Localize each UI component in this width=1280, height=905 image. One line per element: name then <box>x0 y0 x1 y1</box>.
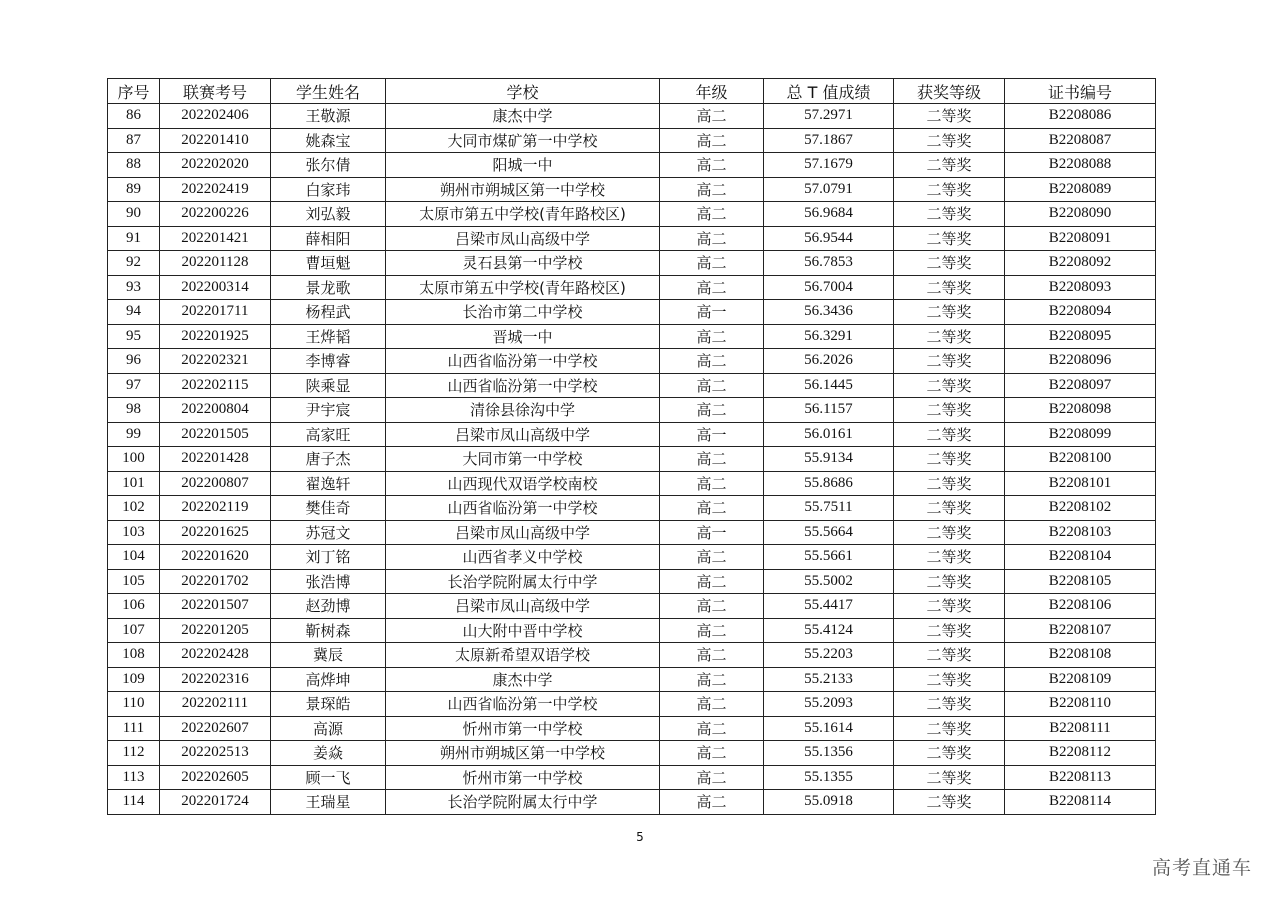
cell-student-name: 景龙歌 <box>271 275 386 300</box>
cell-grade: 高二 <box>660 324 764 349</box>
cell-award: 二等奖 <box>894 716 1005 741</box>
cell-exam-id: 202200226 <box>160 202 271 227</box>
cell-score: 55.8686 <box>764 471 894 496</box>
header-seq: 序号 <box>108 79 160 104</box>
cell-student-name: 翟逸轩 <box>271 471 386 496</box>
header-exam-id: 联赛考号 <box>160 79 271 104</box>
cell-school: 山西现代双语学校南校 <box>386 471 660 496</box>
cell-seq: 89 <box>108 177 160 202</box>
cell-exam-id: 202201925 <box>160 324 271 349</box>
cell-grade: 高二 <box>660 790 764 815</box>
cell-certificate: B2208111 <box>1005 716 1156 741</box>
cell-student-name: 刘弘毅 <box>271 202 386 227</box>
cell-grade: 高二 <box>660 128 764 153</box>
cell-seq: 114 <box>108 790 160 815</box>
cell-grade: 高二 <box>660 104 764 129</box>
cell-grade: 高二 <box>660 569 764 594</box>
cell-grade: 高二 <box>660 692 764 717</box>
table-row <box>108 520 1156 545</box>
table-row <box>108 349 1156 374</box>
cell-student-name: 靳树森 <box>271 618 386 643</box>
cell-award: 二等奖 <box>894 128 1005 153</box>
cell-seq: 92 <box>108 251 160 276</box>
cell-school: 山西省临汾第一中学校 <box>386 373 660 398</box>
header-grade: 年级 <box>660 79 764 104</box>
cell-exam-id: 202202115 <box>160 373 271 398</box>
cell-seq: 105 <box>108 569 160 594</box>
cell-score: 55.7511 <box>764 496 894 521</box>
cell-grade: 高二 <box>660 398 764 423</box>
cell-award: 二等奖 <box>894 202 1005 227</box>
cell-award: 二等奖 <box>894 104 1005 129</box>
cell-award: 二等奖 <box>894 496 1005 521</box>
cell-score: 55.1356 <box>764 741 894 766</box>
cell-school: 忻州市第一中学校 <box>386 716 660 741</box>
cell-grade: 高二 <box>660 349 764 374</box>
cell-school: 山西省临汾第一中学校 <box>386 349 660 374</box>
cell-certificate: B2208113 <box>1005 765 1156 790</box>
cell-grade: 高二 <box>660 716 764 741</box>
cell-certificate: B2208112 <box>1005 741 1156 766</box>
cell-exam-id: 202201421 <box>160 226 271 251</box>
cell-grade: 高二 <box>660 226 764 251</box>
cell-school: 长治学院附属太行中学 <box>386 790 660 815</box>
cell-certificate: B2208099 <box>1005 422 1156 447</box>
cell-score: 57.1867 <box>764 128 894 153</box>
cell-grade: 高二 <box>660 153 764 178</box>
cell-certificate: B2208107 <box>1005 618 1156 643</box>
cell-exam-id: 202202419 <box>160 177 271 202</box>
cell-grade: 高二 <box>660 471 764 496</box>
cell-exam-id: 202202428 <box>160 643 271 668</box>
cell-student-name: 王烨韬 <box>271 324 386 349</box>
cell-school: 吕梁市凤山高级中学 <box>386 520 660 545</box>
cell-award: 二等奖 <box>894 618 1005 643</box>
cell-student-name: 高家旺 <box>271 422 386 447</box>
cell-exam-id: 202201205 <box>160 618 271 643</box>
table-row <box>108 741 1156 766</box>
cell-certificate: B2208093 <box>1005 275 1156 300</box>
cell-seq: 91 <box>108 226 160 251</box>
header-total-t-score: 总 T 值成绩 <box>764 79 894 104</box>
cell-grade: 高二 <box>660 765 764 790</box>
cell-school: 太原市第五中学校(青年路校区) <box>386 202 660 227</box>
table-row <box>108 202 1156 227</box>
table-row <box>108 765 1156 790</box>
cell-certificate: B2208096 <box>1005 349 1156 374</box>
table-row <box>108 692 1156 717</box>
cell-exam-id: 202202119 <box>160 496 271 521</box>
cell-award: 二等奖 <box>894 790 1005 815</box>
cell-exam-id: 202201625 <box>160 520 271 545</box>
cell-grade: 高一 <box>660 300 764 325</box>
header-row <box>108 79 1156 104</box>
cell-exam-id: 202202111 <box>160 692 271 717</box>
cell-exam-id: 202202513 <box>160 741 271 766</box>
table-row <box>108 373 1156 398</box>
cell-exam-id: 202200314 <box>160 275 271 300</box>
cell-student-name: 刘丁铭 <box>271 545 386 570</box>
cell-score: 56.0161 <box>764 422 894 447</box>
header-student-name: 学生姓名 <box>271 79 386 104</box>
cell-award: 二等奖 <box>894 569 1005 594</box>
cell-award: 二等奖 <box>894 471 1005 496</box>
table-row <box>108 398 1156 423</box>
cell-award: 二等奖 <box>894 324 1005 349</box>
cell-certificate: B2208103 <box>1005 520 1156 545</box>
award-table <box>107 78 1156 815</box>
cell-exam-id: 202201128 <box>160 251 271 276</box>
table-row <box>108 618 1156 643</box>
header-award-level: 获奖等级 <box>894 79 1005 104</box>
cell-grade: 高二 <box>660 496 764 521</box>
cell-certificate: B2208094 <box>1005 300 1156 325</box>
cell-grade: 高二 <box>660 373 764 398</box>
cell-award: 二等奖 <box>894 398 1005 423</box>
cell-certificate: B2208108 <box>1005 643 1156 668</box>
cell-award: 二等奖 <box>894 177 1005 202</box>
table-row <box>108 324 1156 349</box>
cell-score: 55.5661 <box>764 545 894 570</box>
cell-exam-id: 202202607 <box>160 716 271 741</box>
cell-seq: 110 <box>108 692 160 717</box>
cell-grade: 高二 <box>660 447 764 472</box>
cell-school: 山大附中晋中学校 <box>386 618 660 643</box>
cell-grade: 高二 <box>660 202 764 227</box>
cell-school: 山西省临汾第一中学校 <box>386 496 660 521</box>
cell-student-name: 高源 <box>271 716 386 741</box>
cell-school: 朔州市朔城区第一中学校 <box>386 177 660 202</box>
cell-certificate: B2208095 <box>1005 324 1156 349</box>
table-row <box>108 104 1156 129</box>
cell-certificate: B2208109 <box>1005 667 1156 692</box>
cell-certificate: B2208100 <box>1005 447 1156 472</box>
cell-score: 55.2133 <box>764 667 894 692</box>
cell-school: 康杰中学 <box>386 104 660 129</box>
cell-score: 56.9684 <box>764 202 894 227</box>
cell-student-name: 杨程武 <box>271 300 386 325</box>
watermark: 高考直通车 <box>1151 857 1252 879</box>
cell-award: 二等奖 <box>894 226 1005 251</box>
cell-certificate: B2208087 <box>1005 128 1156 153</box>
cell-student-name: 王敬源 <box>271 104 386 129</box>
cell-exam-id: 202202605 <box>160 765 271 790</box>
cell-student-name: 王瑞星 <box>271 790 386 815</box>
cell-grade: 高二 <box>660 643 764 668</box>
cell-exam-id: 202200807 <box>160 471 271 496</box>
cell-award: 二等奖 <box>894 275 1005 300</box>
cell-exam-id: 202201428 <box>160 447 271 472</box>
cell-certificate: B2208090 <box>1005 202 1156 227</box>
cell-school: 阳城一中 <box>386 153 660 178</box>
cell-school: 灵石县第一中学校 <box>386 251 660 276</box>
cell-exam-id: 202200804 <box>160 398 271 423</box>
cell-certificate: B2208086 <box>1005 104 1156 129</box>
cell-score: 56.1445 <box>764 373 894 398</box>
cell-certificate: B2208101 <box>1005 471 1156 496</box>
cell-student-name: 尹宇宸 <box>271 398 386 423</box>
cell-school: 大同市煤矿第一中学校 <box>386 128 660 153</box>
table-row <box>108 300 1156 325</box>
cell-seq: 99 <box>108 422 160 447</box>
cell-grade: 高二 <box>660 251 764 276</box>
cell-score: 55.4417 <box>764 594 894 619</box>
table-row <box>108 667 1156 692</box>
cell-seq: 97 <box>108 373 160 398</box>
cell-score: 55.9134 <box>764 447 894 472</box>
cell-school: 太原市第五中学校(青年路校区) <box>386 275 660 300</box>
cell-exam-id: 202201702 <box>160 569 271 594</box>
cell-certificate: B2208110 <box>1005 692 1156 717</box>
table-row <box>108 128 1156 153</box>
cell-certificate: B2208091 <box>1005 226 1156 251</box>
table-row <box>108 177 1156 202</box>
cell-score: 55.1614 <box>764 716 894 741</box>
cell-seq: 93 <box>108 275 160 300</box>
cell-award: 二等奖 <box>894 300 1005 325</box>
cell-grade: 高二 <box>660 594 764 619</box>
cell-award: 二等奖 <box>894 251 1005 276</box>
cell-school: 康杰中学 <box>386 667 660 692</box>
cell-seq: 103 <box>108 520 160 545</box>
cell-award: 二等奖 <box>894 349 1005 374</box>
table-row <box>108 226 1156 251</box>
cell-award: 二等奖 <box>894 153 1005 178</box>
cell-student-name: 高烨坤 <box>271 667 386 692</box>
cell-seq: 111 <box>108 716 160 741</box>
cell-certificate: B2208104 <box>1005 545 1156 570</box>
table-row <box>108 153 1156 178</box>
cell-grade: 高二 <box>660 618 764 643</box>
cell-award: 二等奖 <box>894 373 1005 398</box>
cell-student-name: 景琛皓 <box>271 692 386 717</box>
cell-award: 二等奖 <box>894 520 1005 545</box>
cell-score: 55.2203 <box>764 643 894 668</box>
cell-school: 忻州市第一中学校 <box>386 765 660 790</box>
cell-grade: 高二 <box>660 545 764 570</box>
cell-certificate: B2208089 <box>1005 177 1156 202</box>
cell-student-name: 白家玮 <box>271 177 386 202</box>
cell-school: 太原新希望双语学校 <box>386 643 660 668</box>
cell-student-name: 陕乘显 <box>271 373 386 398</box>
cell-award: 二等奖 <box>894 765 1005 790</box>
table-row <box>108 251 1156 276</box>
cell-seq: 96 <box>108 349 160 374</box>
table-row <box>108 545 1156 570</box>
cell-school: 长治学院附属太行中学 <box>386 569 660 594</box>
cell-grade: 高一 <box>660 520 764 545</box>
cell-school: 山西省孝义中学校 <box>386 545 660 570</box>
cell-exam-id: 202201724 <box>160 790 271 815</box>
cell-score: 56.1157 <box>764 398 894 423</box>
cell-seq: 106 <box>108 594 160 619</box>
cell-certificate: B2208098 <box>1005 398 1156 423</box>
cell-exam-id: 202202406 <box>160 104 271 129</box>
cell-school: 长治市第二中学校 <box>386 300 660 325</box>
cell-student-name: 张尔倩 <box>271 153 386 178</box>
table-row <box>108 471 1156 496</box>
cell-score: 56.3436 <box>764 300 894 325</box>
table-row <box>108 275 1156 300</box>
cell-score: 56.3291 <box>764 324 894 349</box>
cell-seq: 90 <box>108 202 160 227</box>
cell-exam-id: 202201620 <box>160 545 271 570</box>
cell-award: 二等奖 <box>894 545 1005 570</box>
cell-seq: 98 <box>108 398 160 423</box>
cell-exam-id: 202201507 <box>160 594 271 619</box>
cell-student-name: 李博睿 <box>271 349 386 374</box>
table-row <box>108 594 1156 619</box>
cell-grade: 高二 <box>660 741 764 766</box>
cell-award: 二等奖 <box>894 594 1005 619</box>
cell-seq: 86 <box>108 104 160 129</box>
cell-student-name: 姚森宝 <box>271 128 386 153</box>
cell-student-name: 苏冠文 <box>271 520 386 545</box>
cell-student-name: 张浩博 <box>271 569 386 594</box>
cell-school: 吕梁市凤山高级中学 <box>386 594 660 619</box>
cell-certificate: B2208114 <box>1005 790 1156 815</box>
cell-student-name: 冀辰 <box>271 643 386 668</box>
cell-score: 56.7853 <box>764 251 894 276</box>
cell-certificate: B2208105 <box>1005 569 1156 594</box>
cell-seq: 87 <box>108 128 160 153</box>
cell-score: 56.2026 <box>764 349 894 374</box>
cell-certificate: B2208102 <box>1005 496 1156 521</box>
table-row <box>108 643 1156 668</box>
cell-student-name: 樊佳奇 <box>271 496 386 521</box>
header-school: 学校 <box>386 79 660 104</box>
cell-exam-id: 202201410 <box>160 128 271 153</box>
cell-grade: 高二 <box>660 667 764 692</box>
cell-seq: 102 <box>108 496 160 521</box>
cell-school: 朔州市朔城区第一中学校 <box>386 741 660 766</box>
cell-score: 55.4124 <box>764 618 894 643</box>
cell-award: 二等奖 <box>894 692 1005 717</box>
cell-seq: 95 <box>108 324 160 349</box>
cell-seq: 88 <box>108 153 160 178</box>
cell-score: 55.5002 <box>764 569 894 594</box>
table-row <box>108 496 1156 521</box>
cell-seq: 108 <box>108 643 160 668</box>
cell-exam-id: 202201505 <box>160 422 271 447</box>
cell-seq: 101 <box>108 471 160 496</box>
cell-certificate: B2208097 <box>1005 373 1156 398</box>
cell-school: 大同市第一中学校 <box>386 447 660 472</box>
table-row <box>108 422 1156 447</box>
cell-grade: 高二 <box>660 275 764 300</box>
cell-certificate: B2208106 <box>1005 594 1156 619</box>
cell-certificate: B2208092 <box>1005 251 1156 276</box>
cell-exam-id: 202202020 <box>160 153 271 178</box>
cell-seq: 113 <box>108 765 160 790</box>
cell-score: 57.1679 <box>764 153 894 178</box>
cell-school: 吕梁市凤山高级中学 <box>386 422 660 447</box>
cell-exam-id: 202202321 <box>160 349 271 374</box>
cell-grade: 高一 <box>660 422 764 447</box>
cell-score: 56.7004 <box>764 275 894 300</box>
cell-score: 55.5664 <box>764 520 894 545</box>
cell-award: 二等奖 <box>894 422 1005 447</box>
table-row <box>108 447 1156 472</box>
cell-student-name: 薛相阳 <box>271 226 386 251</box>
cell-seq: 104 <box>108 545 160 570</box>
cell-score: 55.0918 <box>764 790 894 815</box>
cell-school: 清徐县徐沟中学 <box>386 398 660 423</box>
cell-seq: 100 <box>108 447 160 472</box>
cell-award: 二等奖 <box>894 643 1005 668</box>
table-body <box>108 104 1156 815</box>
cell-score: 55.1355 <box>764 765 894 790</box>
cell-seq: 94 <box>108 300 160 325</box>
cell-student-name: 赵劲博 <box>271 594 386 619</box>
cell-award: 二等奖 <box>894 447 1005 472</box>
cell-student-name: 唐子杰 <box>271 447 386 472</box>
cell-score: 55.2093 <box>764 692 894 717</box>
page-number: 5 <box>636 830 644 844</box>
cell-student-name: 曹垣魁 <box>271 251 386 276</box>
cell-certificate: B2208088 <box>1005 153 1156 178</box>
header-certificate-number: 证书编号 <box>1005 79 1156 104</box>
table-row <box>108 790 1156 815</box>
cell-exam-id: 202202316 <box>160 667 271 692</box>
cell-seq: 109 <box>108 667 160 692</box>
cell-score: 57.2971 <box>764 104 894 129</box>
cell-school: 吕梁市凤山高级中学 <box>386 226 660 251</box>
cell-grade: 高二 <box>660 177 764 202</box>
cell-score: 57.0791 <box>764 177 894 202</box>
cell-award: 二等奖 <box>894 741 1005 766</box>
cell-seq: 112 <box>108 741 160 766</box>
cell-student-name: 顾一飞 <box>271 765 386 790</box>
cell-exam-id: 202201711 <box>160 300 271 325</box>
table-row <box>108 716 1156 741</box>
cell-score: 56.9544 <box>764 226 894 251</box>
cell-student-name: 姜焱 <box>271 741 386 766</box>
cell-award: 二等奖 <box>894 667 1005 692</box>
table-row <box>108 569 1156 594</box>
cell-seq: 107 <box>108 618 160 643</box>
cell-school: 晋城一中 <box>386 324 660 349</box>
cell-school: 山西省临汾第一中学校 <box>386 692 660 717</box>
